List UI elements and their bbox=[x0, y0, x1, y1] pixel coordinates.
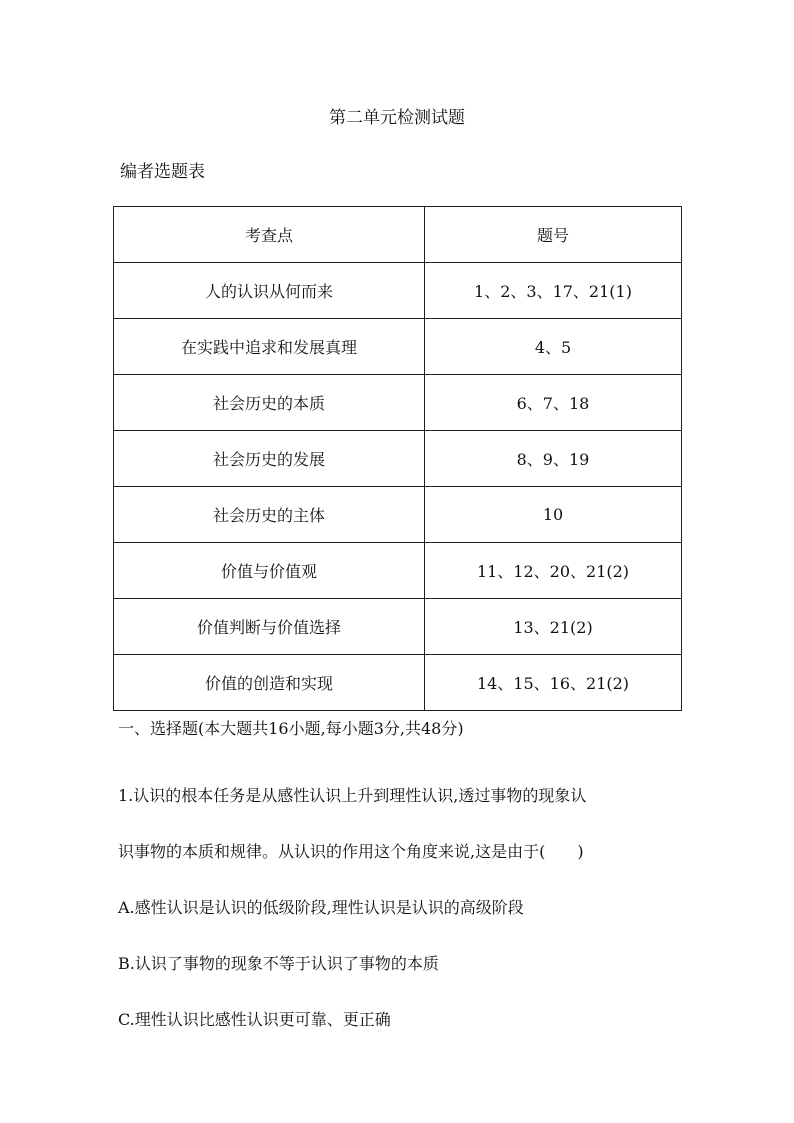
topic-cell: 人的认识从何而来 bbox=[114, 263, 425, 319]
topic-cell: 社会历史的本质 bbox=[114, 375, 425, 431]
table-row bbox=[114, 375, 682, 431]
option-b: B.认识了事物的现象不等于认识了事物的本质 bbox=[118, 954, 439, 973]
table-row bbox=[114, 319, 682, 375]
question-number-cell: 1、2、3、17、21(1) bbox=[425, 263, 682, 319]
topic-cell: 社会历史的主体 bbox=[114, 487, 425, 543]
topic-cell: 价值判断与价值选择 bbox=[114, 599, 425, 655]
table-row bbox=[114, 487, 682, 543]
question-number-cell: 8、9、19 bbox=[425, 431, 682, 487]
question-stem-line: 1.认识的根本任务是从感性认识上升到理性认识,透过事物的现象认 bbox=[118, 786, 587, 805]
table-row bbox=[114, 543, 682, 599]
question-number-cell: 14、15、16、21(2) bbox=[425, 655, 682, 711]
table-row bbox=[114, 431, 682, 487]
header-topic: 考查点 bbox=[114, 207, 425, 263]
question-number-cell: 10 bbox=[425, 487, 682, 543]
question-1 bbox=[118, 768, 688, 1048]
question-number-cell: 13、21(2) bbox=[425, 599, 682, 655]
topic-cell: 社会历史的发展 bbox=[114, 431, 425, 487]
question-number-cell: 4、5 bbox=[425, 319, 682, 375]
topic-cell: 在实践中追求和发展真理 bbox=[114, 319, 425, 375]
topic-table bbox=[113, 206, 682, 711]
section-heading: 一、选择题(本大题共16小题,每小题3分,共48分) bbox=[118, 719, 464, 738]
option-a: A.感性认识是认识的低级阶段,理性认识是认识的高级阶段 bbox=[118, 898, 524, 917]
page-title: 第二单元检测试题 bbox=[329, 108, 465, 128]
table-row bbox=[114, 599, 682, 655]
topic-cell: 价值的创造和实现 bbox=[114, 655, 425, 711]
table-caption: 编者选题表 bbox=[120, 162, 205, 182]
question-number-cell: 11、12、20、21(2) bbox=[425, 543, 682, 599]
question-stem-line: 识事物的本质和规律。从认识的作用这个角度来说,这是由于( ) bbox=[118, 842, 584, 861]
table-row bbox=[114, 263, 682, 319]
question-number-cell: 6、7、18 bbox=[425, 375, 682, 431]
table-row bbox=[114, 655, 682, 711]
topic-cell: 价值与价值观 bbox=[114, 543, 425, 599]
option-c: C.理性认识比感性认识更可靠、更正确 bbox=[118, 1010, 391, 1029]
table-header-row bbox=[114, 207, 682, 263]
header-question-number: 题号 bbox=[425, 207, 682, 263]
